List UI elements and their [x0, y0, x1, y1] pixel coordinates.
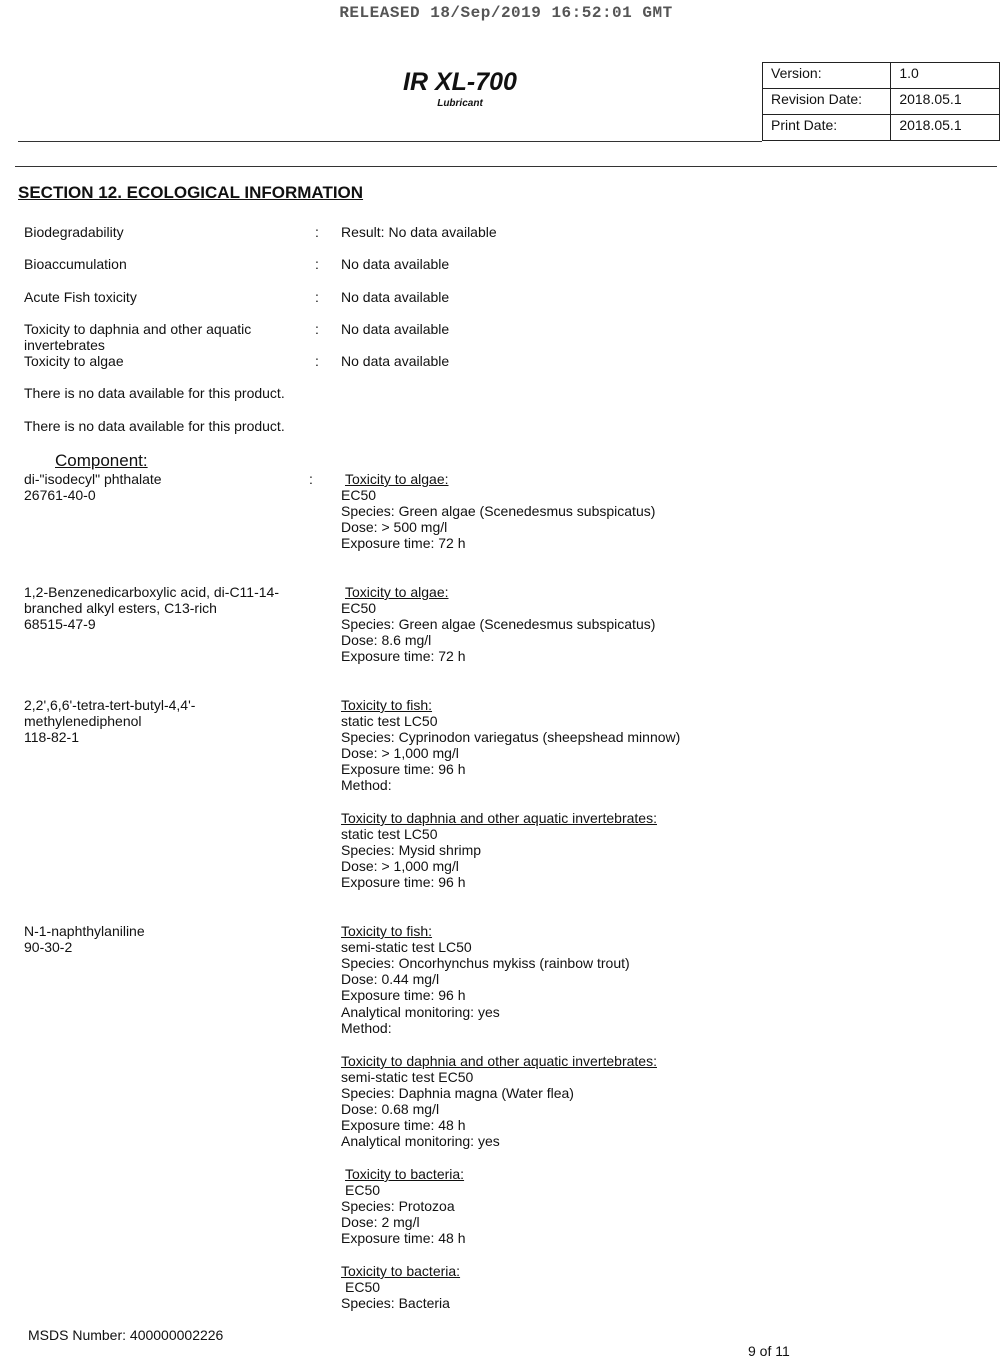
block-line: Species: Mysid shrimp	[341, 842, 482, 858]
block-line: Species: Bacteria	[341, 1295, 450, 1311]
colon: :	[315, 289, 319, 305]
block-line: semi-static test EC50	[341, 1069, 474, 1085]
row-label-acute-fish-toxicity: Acute Fish toxicity	[24, 289, 137, 305]
block-line: Exposure time: 96 h	[341, 874, 466, 890]
block-title-daphnia: Toxicity to daphnia and other aquatic invertebrates:	[341, 1053, 657, 1069]
block-title-bacteria: Toxicity to bacteria:	[345, 1166, 465, 1182]
meta-value: 2018.05.1	[891, 89, 1000, 115]
block-line: static test LC50	[341, 826, 438, 842]
block-line: Dose: > 1,000 mg/l	[341, 745, 459, 761]
section-title: SECTION 12. ECOLOGICAL INFORMATION	[18, 183, 364, 202]
section-divider	[15, 166, 997, 167]
row-value-biodegradability: Result: No data available	[341, 224, 497, 240]
page-number: 9 of 11	[748, 1343, 790, 1359]
row-value-acute-fish-toxicity: No data available	[341, 289, 450, 305]
block-line: EC50	[345, 1279, 381, 1295]
row-value-algae: No data available	[341, 353, 450, 369]
row-label-biodegradability: Biodegradability	[24, 224, 124, 240]
header-divider	[18, 141, 762, 142]
block-line: Exposure time: 72 h	[341, 648, 466, 664]
meta-label: Print Date:	[763, 115, 891, 141]
component-cas: 26761-40-0	[24, 487, 96, 503]
block-line: Exposure time: 48 h	[341, 1230, 466, 1246]
block-title-daphnia: Toxicity to daphnia and other aquatic invertebrates:	[341, 810, 657, 826]
meta-value: 1.0	[891, 63, 1000, 89]
component-name: branched alkyl esters, C13-rich	[24, 600, 217, 616]
colon: :	[315, 224, 319, 240]
component-name: di-"isodecyl" phthalate	[24, 471, 162, 487]
block-title-algae: Toxicity to algae:	[345, 471, 449, 487]
row-label-algae: Toxicity to algae	[24, 353, 124, 369]
block-line: Species: Daphnia magna (Water flea)	[341, 1085, 574, 1101]
meta-value: 2018.05.1	[891, 115, 1000, 141]
block-line: Species: Green algae (Scenedesmus subspicatus)	[341, 616, 656, 632]
block-title-fish: Toxicity to fish:	[341, 697, 433, 713]
block-line: semi-static test LC50	[341, 939, 472, 955]
component-cas: 118-82-1	[24, 729, 80, 745]
row-label-bioaccumulation: Bioaccumulation	[24, 256, 127, 272]
component-name: N-1-naphthylaniline	[24, 923, 145, 939]
product-title: IR XL-700	[403, 68, 517, 96]
block-line: Method:	[341, 777, 392, 793]
meta-label: Revision Date:	[763, 89, 891, 115]
note: There is no data available for this product.	[24, 385, 285, 401]
row-label-daphnia-line2: invertebrates	[24, 337, 105, 353]
component-cas: 90-30-2	[24, 939, 73, 955]
meta-row-revision-date	[763, 89, 1000, 115]
block-line: Species: Protozoa	[341, 1198, 455, 1214]
block-line: Exposure time: 72 h	[341, 535, 466, 551]
block-line: Dose: > 1,000 mg/l	[341, 858, 459, 874]
block-line: Dose: 8.6 mg/l	[341, 632, 432, 648]
component-heading: Component:	[55, 451, 148, 470]
block-line: Species: Cyprinodon variegatus (sheepshead minnow)	[341, 729, 681, 745]
block-line: Analytical monitoring: yes	[341, 1133, 500, 1149]
block-line: static test LC50	[341, 713, 438, 729]
block-line: EC50	[341, 600, 377, 616]
document-meta-table	[762, 62, 1000, 141]
product-subtitle: Lubricant	[437, 98, 483, 109]
block-line: Exposure time: 48 h	[341, 1117, 466, 1133]
block-line: Dose: 0.44 mg/l	[341, 971, 440, 987]
block-line: EC50	[345, 1182, 381, 1198]
meta-row-print-date	[763, 115, 1000, 141]
block-line: Dose: 2 mg/l	[341, 1214, 420, 1230]
meta-row-version	[763, 63, 1000, 89]
block-line: Dose: 0.68 mg/l	[341, 1101, 440, 1117]
block-title-fish: Toxicity to fish:	[341, 923, 433, 939]
component-cas: 68515-47-9	[24, 616, 96, 632]
block-title-algae: Toxicity to algae:	[345, 584, 449, 600]
component-name: 2,2',6,6'-tetra-tert-butyl-4,4'-	[24, 697, 196, 713]
row-value-bioaccumulation: No data available	[341, 256, 450, 272]
component-name: methylenediphenol	[24, 713, 142, 729]
colon: :	[309, 471, 313, 487]
row-label-daphnia-line1: Toxicity to daphnia and other aquatic	[24, 321, 252, 337]
msds-number: MSDS Number: 400000002226	[28, 1327, 224, 1343]
block-line: EC50	[341, 487, 377, 503]
note: There is no data available for this product.	[24, 418, 285, 434]
block-line: Dose: > 500 mg/l	[341, 519, 448, 535]
block-line: Exposure time: 96 h	[341, 761, 466, 777]
block-line: Exposure time: 96 h	[341, 987, 466, 1003]
colon: :	[315, 321, 319, 337]
block-title-bacteria: Toxicity to bacteria:	[341, 1263, 461, 1279]
block-line: Method:	[341, 1020, 392, 1036]
block-line: Species: Green algae (Scenedesmus subspicatus)	[341, 503, 656, 519]
colon: :	[315, 353, 319, 369]
colon: :	[315, 256, 319, 272]
release-stamp: RELEASED 18/Sep/2019 16:52:01 GMT	[339, 4, 673, 22]
component-name: 1,2-Benzenedicarboxylic acid, di-C11-14-	[24, 584, 279, 600]
row-value-daphnia: No data available	[341, 321, 450, 337]
block-line: Analytical monitoring: yes	[341, 1004, 500, 1020]
block-line: Species: Oncorhynchus mykiss (rainbow trout)	[341, 955, 630, 971]
meta-label: Version:	[763, 63, 891, 89]
